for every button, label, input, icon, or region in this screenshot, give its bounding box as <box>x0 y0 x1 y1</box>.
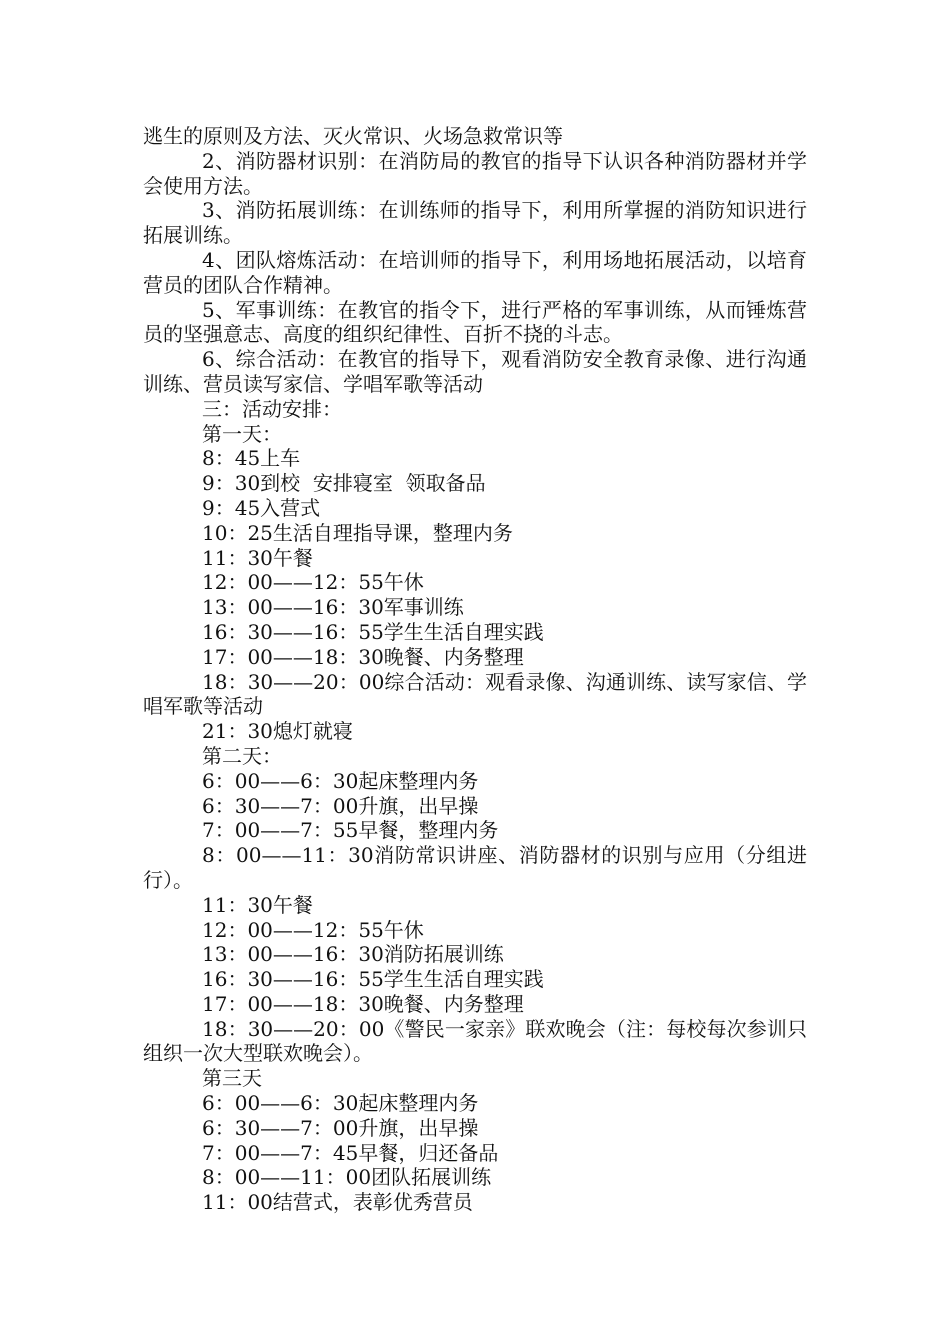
schedule-entry: 7：00——7：55早餐，整理内务 <box>202 818 499 843</box>
paragraph-item-2: 2、消防器材识别：在消防局的教官的指导下认识各种消防器材并学会使用方法。 <box>143 148 807 198</box>
document-body <box>143 124 807 1215</box>
day-heading-2: 第二天： <box>202 743 282 768</box>
section-heading-schedule: 三：活动安排： <box>202 396 342 421</box>
schedule-entry: 6：00——6：30起床整理内务 <box>202 1091 479 1116</box>
paragraph-item-6: 6、综合活动：在教官的指导下，观看消防安全教育录像、进行沟通训练、营员读写家信、学唱军歌等活动 <box>143 347 807 396</box>
schedule-entry: 13：00——16：30消防拓展训练 <box>202 942 504 967</box>
schedule-entry: 13：00——16：30军事训练 <box>202 595 464 620</box>
day-heading-1: 第一天： <box>202 421 282 446</box>
schedule-entry: 9：45入营式 <box>202 495 321 520</box>
schedule-entry: 16：30——16：55学生生活自理实践 <box>202 967 544 992</box>
schedule-entry: 10：25生活自理指导课，整理内务 <box>202 520 513 545</box>
schedule-entry: 16：30——16：55学生生活自理实践 <box>202 619 544 644</box>
paragraph-item-3: 3、消防拓展训练：在训练师的指导下，利用所掌握的消防知识进行拓展训练。 <box>143 198 807 248</box>
schedule-entry: 12：00——12：55午休 <box>202 570 424 595</box>
schedule-entry: 9：30到校 安排寝室 领取备品 <box>202 471 486 496</box>
paragraph-item-5: 5、军事训练：在教官的指令下，进行严格的军事训练，从而锤炼营员的坚强意志、高度的组织纪律性、百折不挠的斗志。 <box>143 297 807 347</box>
schedule-entry: 17：00——18：30晚餐、内务整理 <box>202 991 524 1016</box>
schedule-entry: 6：00——6：30起床整理内务 <box>202 768 479 793</box>
schedule-entry: 18：30——20：00《警民一家亲》联欢晚会（注：每校每次参训只组织一次大型联欢晚会）。 <box>143 1016 807 1066</box>
schedule-entry: 12：00——12：55午休 <box>202 917 424 942</box>
schedule-entry: 11：30午餐 <box>202 892 313 917</box>
schedule-entry: 8：00——11：00团队拓展训练 <box>202 1165 492 1190</box>
schedule-entry: 18：30——20：00综合活动：观看录像、沟通训练、读写家信、学唱军歌等活动 <box>143 669 807 719</box>
schedule-entry: 8：00——11：30消防常识讲座、消防器材的识别与应用（分组进行）。 <box>143 843 807 892</box>
schedule-entry: 11：00结营式，表彰优秀营员 <box>202 1190 473 1215</box>
schedule-entry: 11：30午餐 <box>202 545 313 570</box>
paragraph-continuation: 逃生的原则及方法、灭火常识、火场急救常识等 <box>143 124 563 148</box>
schedule-entry: 17：00——18：30晚餐、内务整理 <box>202 644 524 669</box>
schedule-entry: 8：45上车 <box>202 446 301 471</box>
schedule-entry: 21：30熄灯就寝 <box>202 719 353 744</box>
day-heading-3: 第三天 <box>202 1066 262 1091</box>
schedule-entry: 7：00——7：45早餐，归还备品 <box>202 1140 499 1165</box>
schedule-entry: 6：30——7：00升旗，出早操 <box>202 793 479 818</box>
paragraph-item-4: 4、团队熔炼活动：在培训师的指导下，利用场地拓展活动，以培育营员的团队合作精神。 <box>143 247 807 297</box>
schedule-entry: 6：30——7：00升旗，出早操 <box>202 1115 479 1140</box>
